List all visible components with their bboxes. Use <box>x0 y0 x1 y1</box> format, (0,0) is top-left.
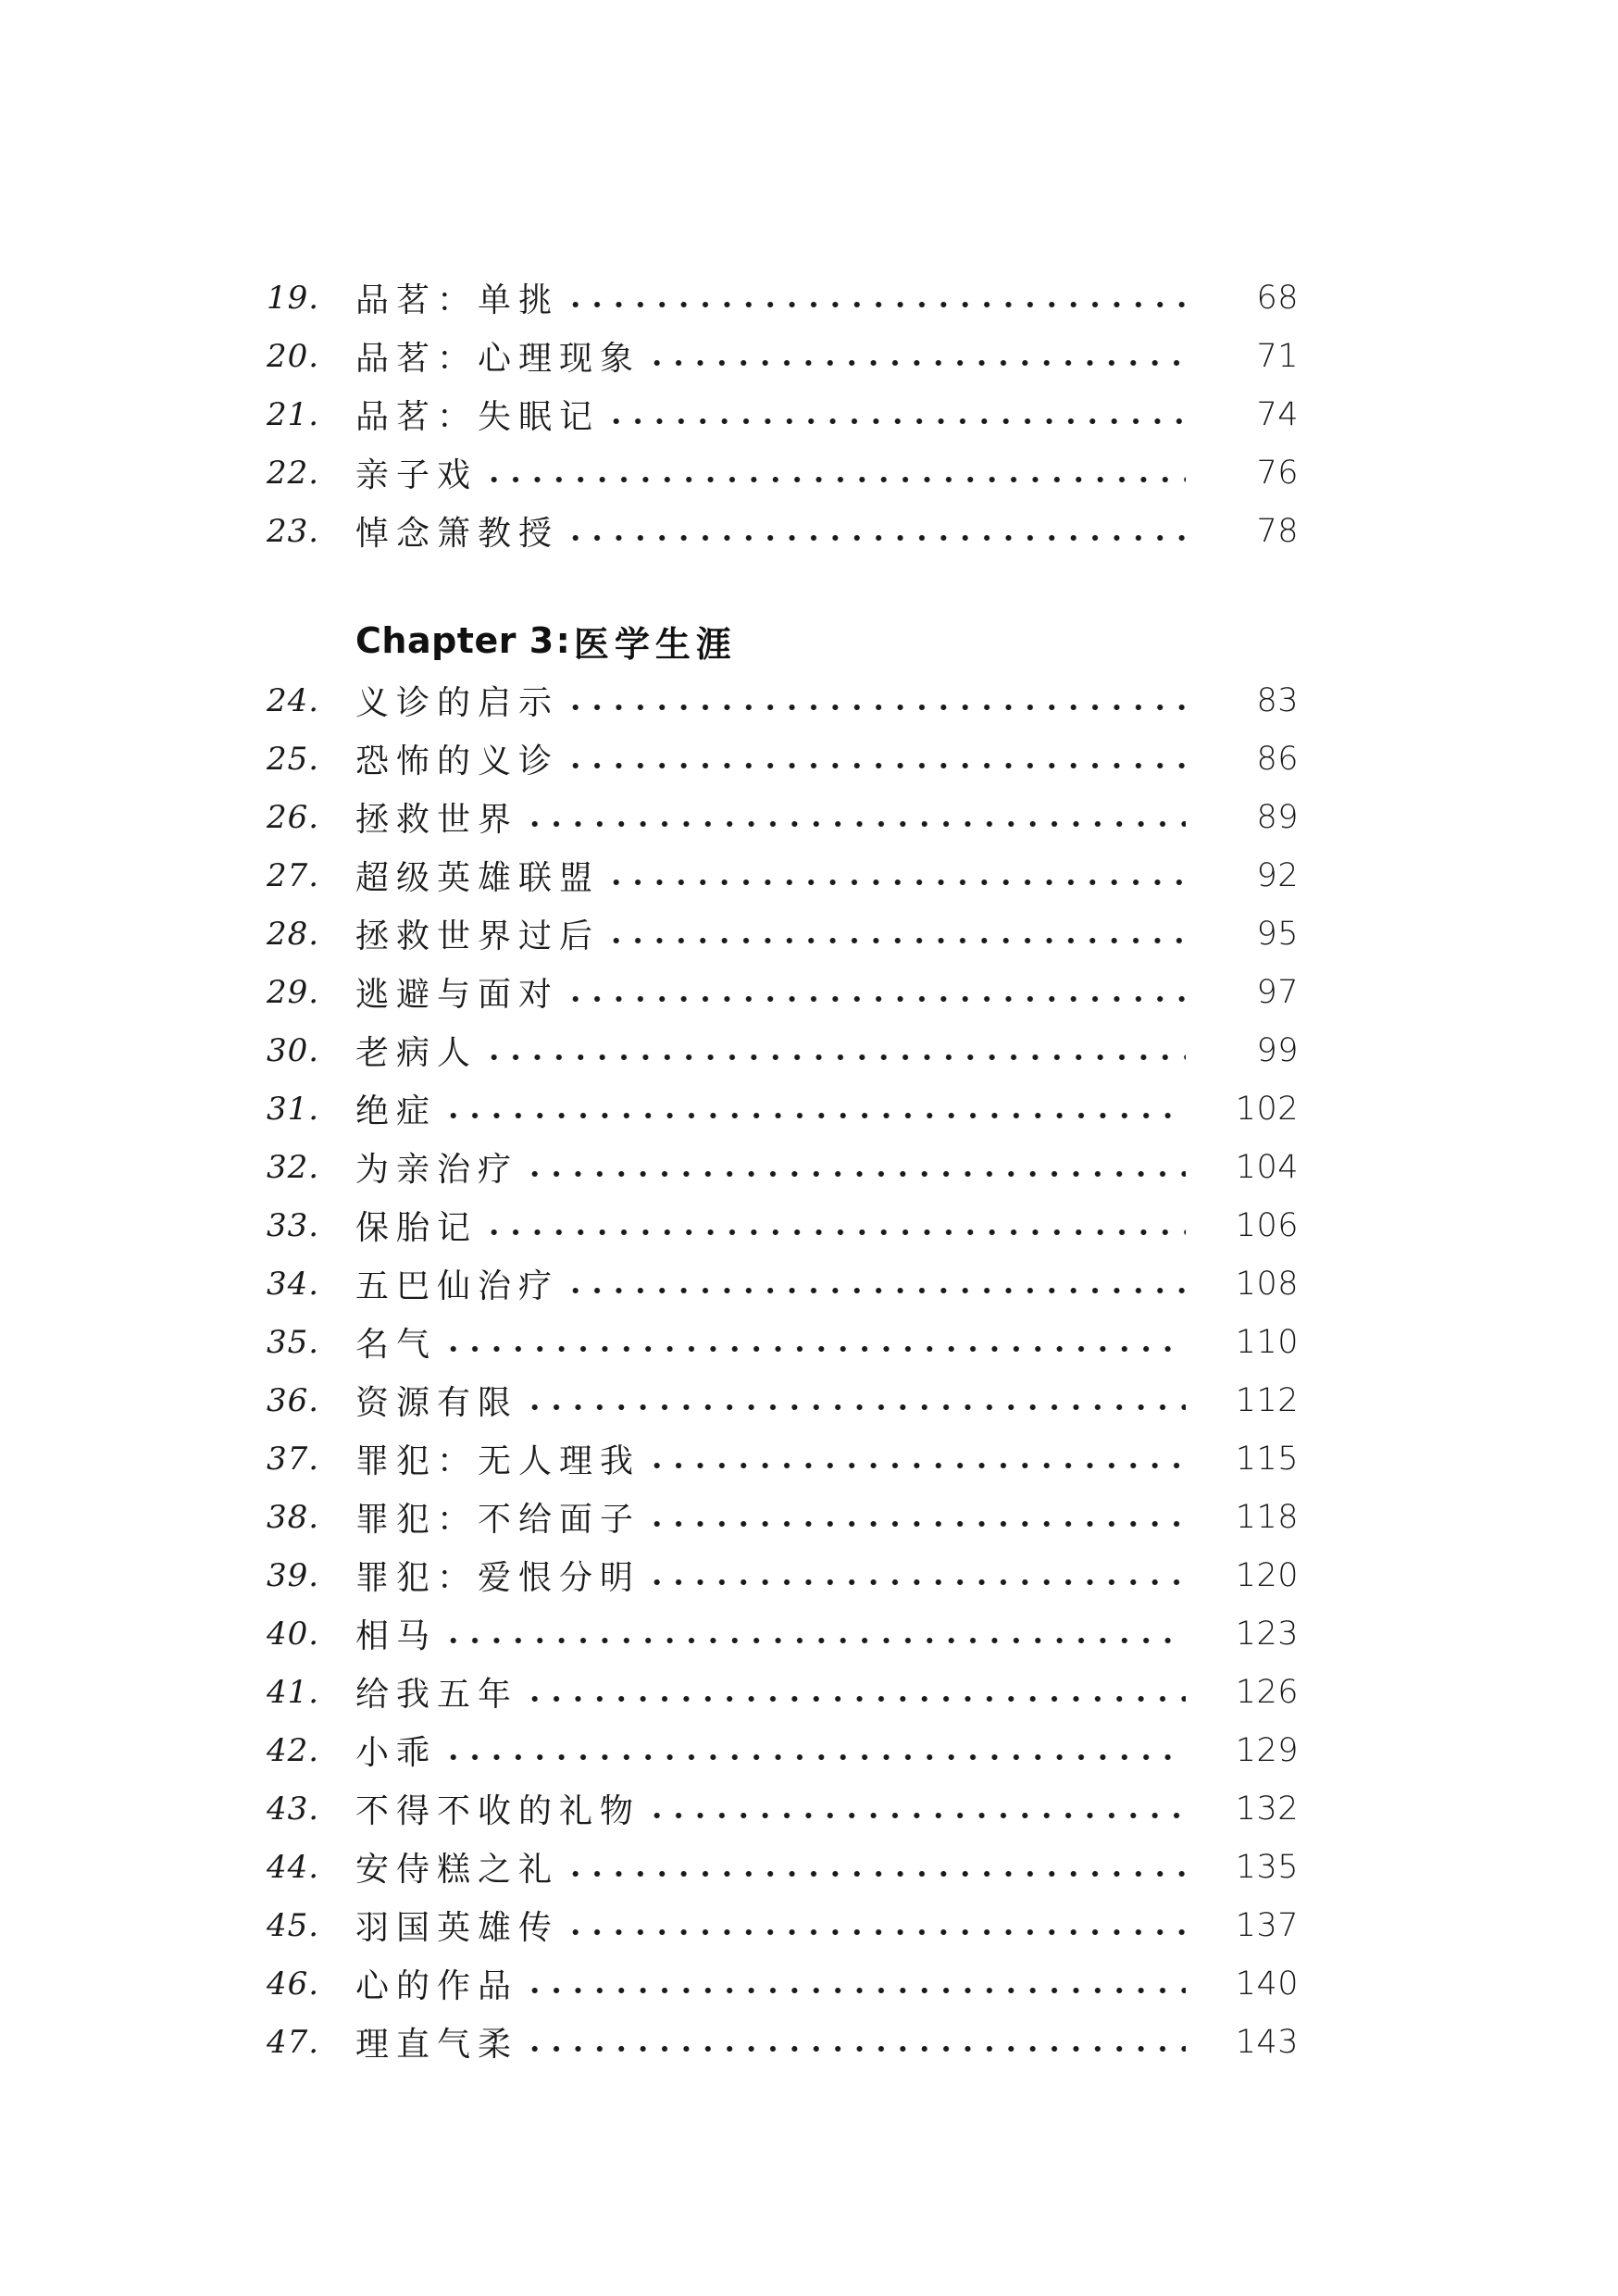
dot-leader <box>524 1695 1186 1703</box>
entry-page-number: 140 <box>1235 1965 1299 2003</box>
dot-leader <box>565 1287 1186 1294</box>
entry-page-number: 112 <box>1235 1381 1299 1419</box>
entry-page-number: 89 <box>1256 798 1299 836</box>
entry-title: 品茗：心理现象 <box>355 340 641 378</box>
chapter-label: Chapter 3 <box>355 620 554 661</box>
dot-leader <box>483 1229 1186 1236</box>
entry-title: 羽国英雄传 <box>355 1909 560 1947</box>
entry-number: 41. <box>267 1673 320 1711</box>
toc-section-2 <box>267 671 1299 2071</box>
entry-page-number: 118 <box>1235 1498 1299 1536</box>
dot-leader <box>524 1404 1186 1411</box>
entry-page-number: 120 <box>1235 1556 1299 1594</box>
entry-number: 36. <box>267 1381 320 1419</box>
toc-entry[interactable] <box>267 846 1299 905</box>
dot-leader <box>524 2045 1186 2053</box>
entry-page-number: 83 <box>1256 681 1299 719</box>
entry-number: 25. <box>267 740 320 778</box>
entry-page-number: 74 <box>1256 395 1299 433</box>
entry-number: 35. <box>267 1323 320 1361</box>
dot-leader <box>442 1753 1186 1761</box>
entry-page-number: 129 <box>1235 1731 1299 1769</box>
entry-page-number: 135 <box>1235 1848 1299 1886</box>
toc-entry[interactable] <box>267 788 1299 846</box>
toc-entry[interactable] <box>267 327 1299 385</box>
toc-entry[interactable] <box>267 1313 1299 1371</box>
entry-title: 罪犯：不给面子 <box>355 1501 641 1539</box>
toc-entry[interactable] <box>267 963 1299 1021</box>
toc-entry[interactable] <box>267 1138 1299 1196</box>
entry-title: 不得不收的礼物 <box>355 1792 641 1830</box>
entry-title: 罪犯：无人理我 <box>355 1442 641 1480</box>
entry-title: 悼念箫教授 <box>355 515 560 553</box>
dot-leader <box>646 1462 1186 1469</box>
toc-entry[interactable] <box>267 268 1299 327</box>
chapter-heading[interactable] <box>355 613 737 668</box>
entry-number: 28. <box>267 915 320 953</box>
toc-entry[interactable] <box>267 905 1299 963</box>
toc-entry[interactable] <box>267 1663 1299 1721</box>
entry-number: 34. <box>267 1265 320 1303</box>
entry-title: 罪犯：爱恨分明 <box>355 1559 641 1597</box>
entry-title: 品茗：失眠记 <box>355 398 601 436</box>
toc-entry[interactable] <box>267 1254 1299 1313</box>
entry-title: 亲子戏 <box>355 456 479 494</box>
entry-number: 42. <box>267 1731 320 1769</box>
toc-entry[interactable] <box>267 1954 1299 2013</box>
entry-title: 安侍糕之礼 <box>355 1851 560 1889</box>
dot-leader <box>524 820 1186 828</box>
entry-title: 心的作品 <box>355 1967 519 2005</box>
dot-leader <box>442 1637 1186 1644</box>
entry-title: 资源有限 <box>355 1384 519 1422</box>
entry-page-number: 92 <box>1256 856 1299 894</box>
entry-page-number: 71 <box>1256 337 1299 375</box>
entry-number: 44. <box>267 1848 320 1886</box>
entry-number: 38. <box>267 1498 320 1536</box>
toc-entry[interactable] <box>267 1079 1299 1138</box>
toc-entry[interactable] <box>267 1546 1299 1604</box>
entry-number: 24. <box>267 681 320 719</box>
entry-number: 23. <box>267 512 320 550</box>
dot-leader <box>646 1520 1186 1528</box>
dot-leader <box>605 418 1186 425</box>
entry-page-number: 99 <box>1256 1031 1299 1069</box>
entry-page-number: 123 <box>1235 1615 1299 1653</box>
toc-entry[interactable] <box>267 1429 1299 1488</box>
toc-entry[interactable] <box>267 671 1299 730</box>
toc-entry[interactable] <box>267 385 1299 443</box>
entry-number: 22. <box>267 454 320 492</box>
entry-title: 品茗：单挑 <box>355 281 560 319</box>
entry-page-number: 110 <box>1235 1323 1299 1361</box>
dot-leader <box>646 1578 1186 1586</box>
dot-leader <box>605 937 1186 944</box>
dot-leader <box>442 1112 1186 1119</box>
toc-entry[interactable] <box>267 1371 1299 1429</box>
entry-number: 31. <box>267 1090 320 1128</box>
entry-page-number: 86 <box>1256 740 1299 778</box>
entry-page-number: 137 <box>1235 1906 1299 1944</box>
entry-title: 义诊的启示 <box>355 684 560 722</box>
dot-leader <box>565 301 1186 308</box>
dot-leader <box>565 995 1186 1003</box>
entry-title: 逃避与面对 <box>355 976 560 1014</box>
dot-leader <box>524 1170 1186 1178</box>
entry-number: 46. <box>267 1965 320 2003</box>
toc-section-1 <box>267 268 1299 560</box>
entry-number: 19. <box>267 279 320 317</box>
entry-title: 保胎记 <box>355 1209 479 1247</box>
dot-leader <box>646 1812 1186 1819</box>
entry-page-number: 97 <box>1256 973 1299 1011</box>
dot-leader <box>483 476 1186 483</box>
entry-page-number: 68 <box>1256 279 1299 317</box>
entry-title: 五巴仙治疗 <box>355 1267 560 1305</box>
entry-page-number: 132 <box>1235 1790 1299 1828</box>
dot-leader <box>565 1928 1186 1936</box>
toc-entry[interactable] <box>267 1896 1299 1954</box>
entry-title: 相马 <box>355 1617 438 1655</box>
dot-leader <box>524 1987 1186 1994</box>
toc-entry[interactable] <box>267 443 1299 502</box>
entry-number: 21. <box>267 395 320 433</box>
chapter-separator: : <box>555 620 570 661</box>
entry-number: 43. <box>267 1790 320 1828</box>
entry-page-number: 102 <box>1235 1090 1299 1128</box>
dot-leader <box>483 1054 1186 1061</box>
entry-title: 理直气柔 <box>355 2026 519 2064</box>
entry-number: 20. <box>267 337 320 375</box>
entry-title: 拯救世界 <box>355 801 519 839</box>
dot-leader <box>442 1345 1186 1353</box>
toc-entry[interactable] <box>267 1196 1299 1254</box>
entry-page-number: 143 <box>1235 2023 1299 2061</box>
entry-number: 32. <box>267 1148 320 1186</box>
entry-title: 拯救世界过后 <box>355 917 601 955</box>
entry-number: 33. <box>267 1206 320 1244</box>
entry-page-number: 126 <box>1235 1673 1299 1711</box>
entry-title: 小乖 <box>355 1734 438 1772</box>
entry-page-number: 78 <box>1256 512 1299 550</box>
dot-leader <box>646 359 1186 367</box>
entry-page-number: 104 <box>1235 1148 1299 1186</box>
entry-number: 30. <box>267 1031 320 1069</box>
entry-title: 恐怖的义诊 <box>355 742 560 780</box>
entry-number: 47. <box>267 2023 320 2061</box>
chapter-name: 医学生涯 <box>573 623 737 665</box>
dot-leader <box>565 534 1186 542</box>
toc-entry[interactable] <box>267 1604 1299 1663</box>
entry-page-number: 106 <box>1235 1206 1299 1244</box>
toc-entry[interactable] <box>267 2013 1299 2071</box>
toc-entry[interactable] <box>267 730 1299 788</box>
entry-title: 老病人 <box>355 1034 479 1072</box>
entry-number: 37. <box>267 1440 320 1478</box>
entry-number: 45. <box>267 1906 320 1944</box>
dot-leader <box>565 704 1186 711</box>
entry-title: 给我五年 <box>355 1676 519 1714</box>
entry-number: 27. <box>267 856 320 894</box>
toc-entry[interactable] <box>267 1838 1299 1896</box>
entry-page-number: 108 <box>1235 1265 1299 1303</box>
toc-entry[interactable] <box>267 502 1299 560</box>
dot-leader <box>605 879 1186 886</box>
entry-number: 26. <box>267 798 320 836</box>
entry-page-number: 76 <box>1256 454 1299 492</box>
entry-title: 绝症 <box>355 1092 438 1130</box>
entry-title: 名气 <box>355 1326 438 1364</box>
dot-leader <box>565 1870 1186 1878</box>
toc-entry[interactable] <box>267 1779 1299 1838</box>
entry-page-number: 95 <box>1256 915 1299 953</box>
entry-number: 39. <box>267 1556 320 1594</box>
toc-entry[interactable] <box>267 1721 1299 1779</box>
entry-title: 超级英雄联盟 <box>355 859 601 897</box>
entry-number: 40. <box>267 1615 320 1653</box>
toc-entry[interactable] <box>267 1021 1299 1079</box>
toc-entry[interactable] <box>267 1488 1299 1546</box>
entry-title: 为亲治疗 <box>355 1151 519 1189</box>
entry-number: 29. <box>267 973 320 1011</box>
dot-leader <box>565 762 1186 769</box>
entry-page-number: 115 <box>1235 1440 1299 1478</box>
